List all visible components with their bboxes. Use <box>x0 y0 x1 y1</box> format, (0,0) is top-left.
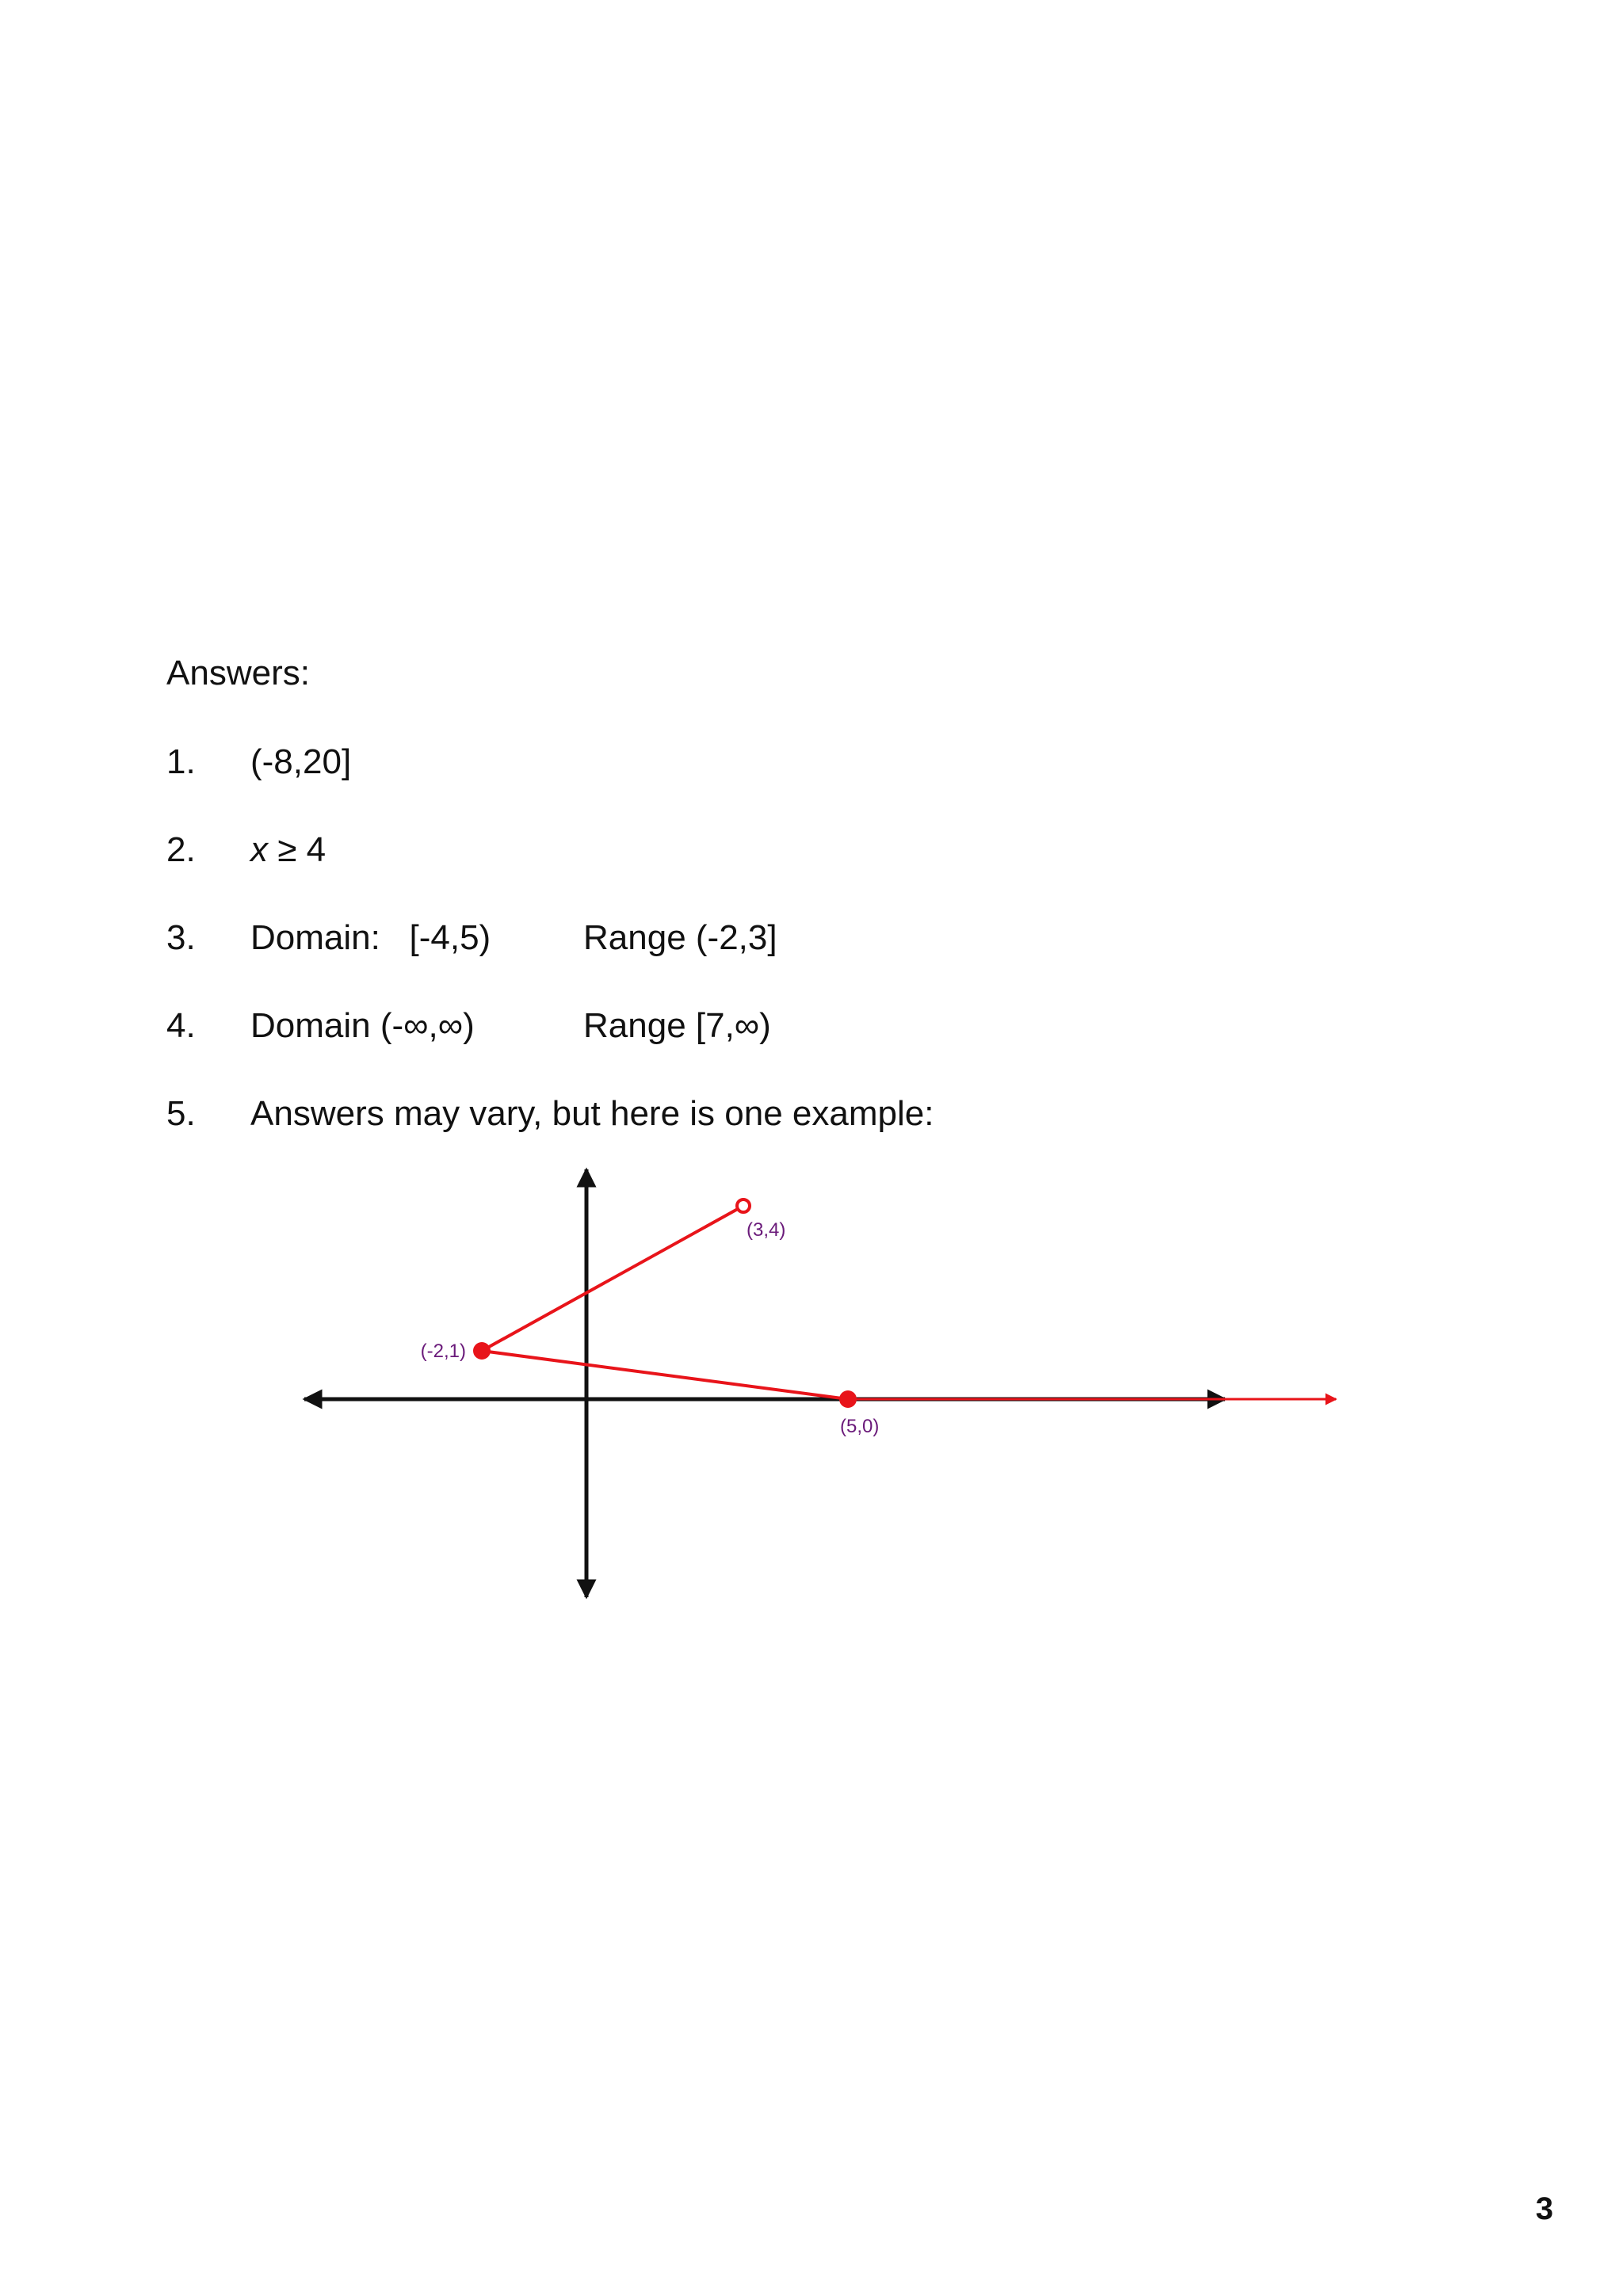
graph-labels <box>421 1219 880 1437</box>
open-point <box>737 1199 750 1212</box>
answer-text: Answers may vary, but here is one example: <box>250 1094 934 1133</box>
function-segment <box>482 1206 743 1351</box>
point-label: (3,4) <box>747 1219 786 1241</box>
answer-variable: x <box>250 830 268 869</box>
answer-number: 5. <box>166 1094 196 1133</box>
answer-range: Range [7,∞) <box>583 1006 771 1045</box>
answer-text: Domain (-∞,∞) <box>250 1006 475 1045</box>
answer-number: 3. <box>166 918 196 957</box>
answer-relation: ≥ 4 <box>268 830 327 869</box>
closed-point <box>839 1390 857 1408</box>
point-label: (-2,1) <box>420 1341 466 1362</box>
answer-number: 4. <box>166 1006 196 1045</box>
answer-number: 1. <box>166 742 196 781</box>
answers-heading: Answers: <box>166 654 310 692</box>
point-label: (5,0) <box>840 1416 880 1437</box>
answer-number: 2. <box>166 830 196 869</box>
answer-range: Range (-2,3] <box>583 918 777 957</box>
graph-function <box>473 1199 1336 1408</box>
answer-text: (-8,20] <box>250 742 352 781</box>
page-number: 3 <box>1535 2191 1553 2226</box>
closed-point <box>473 1342 491 1360</box>
answer-text: Domain: [-4,5) <box>250 918 491 957</box>
function-segment <box>482 1351 848 1399</box>
